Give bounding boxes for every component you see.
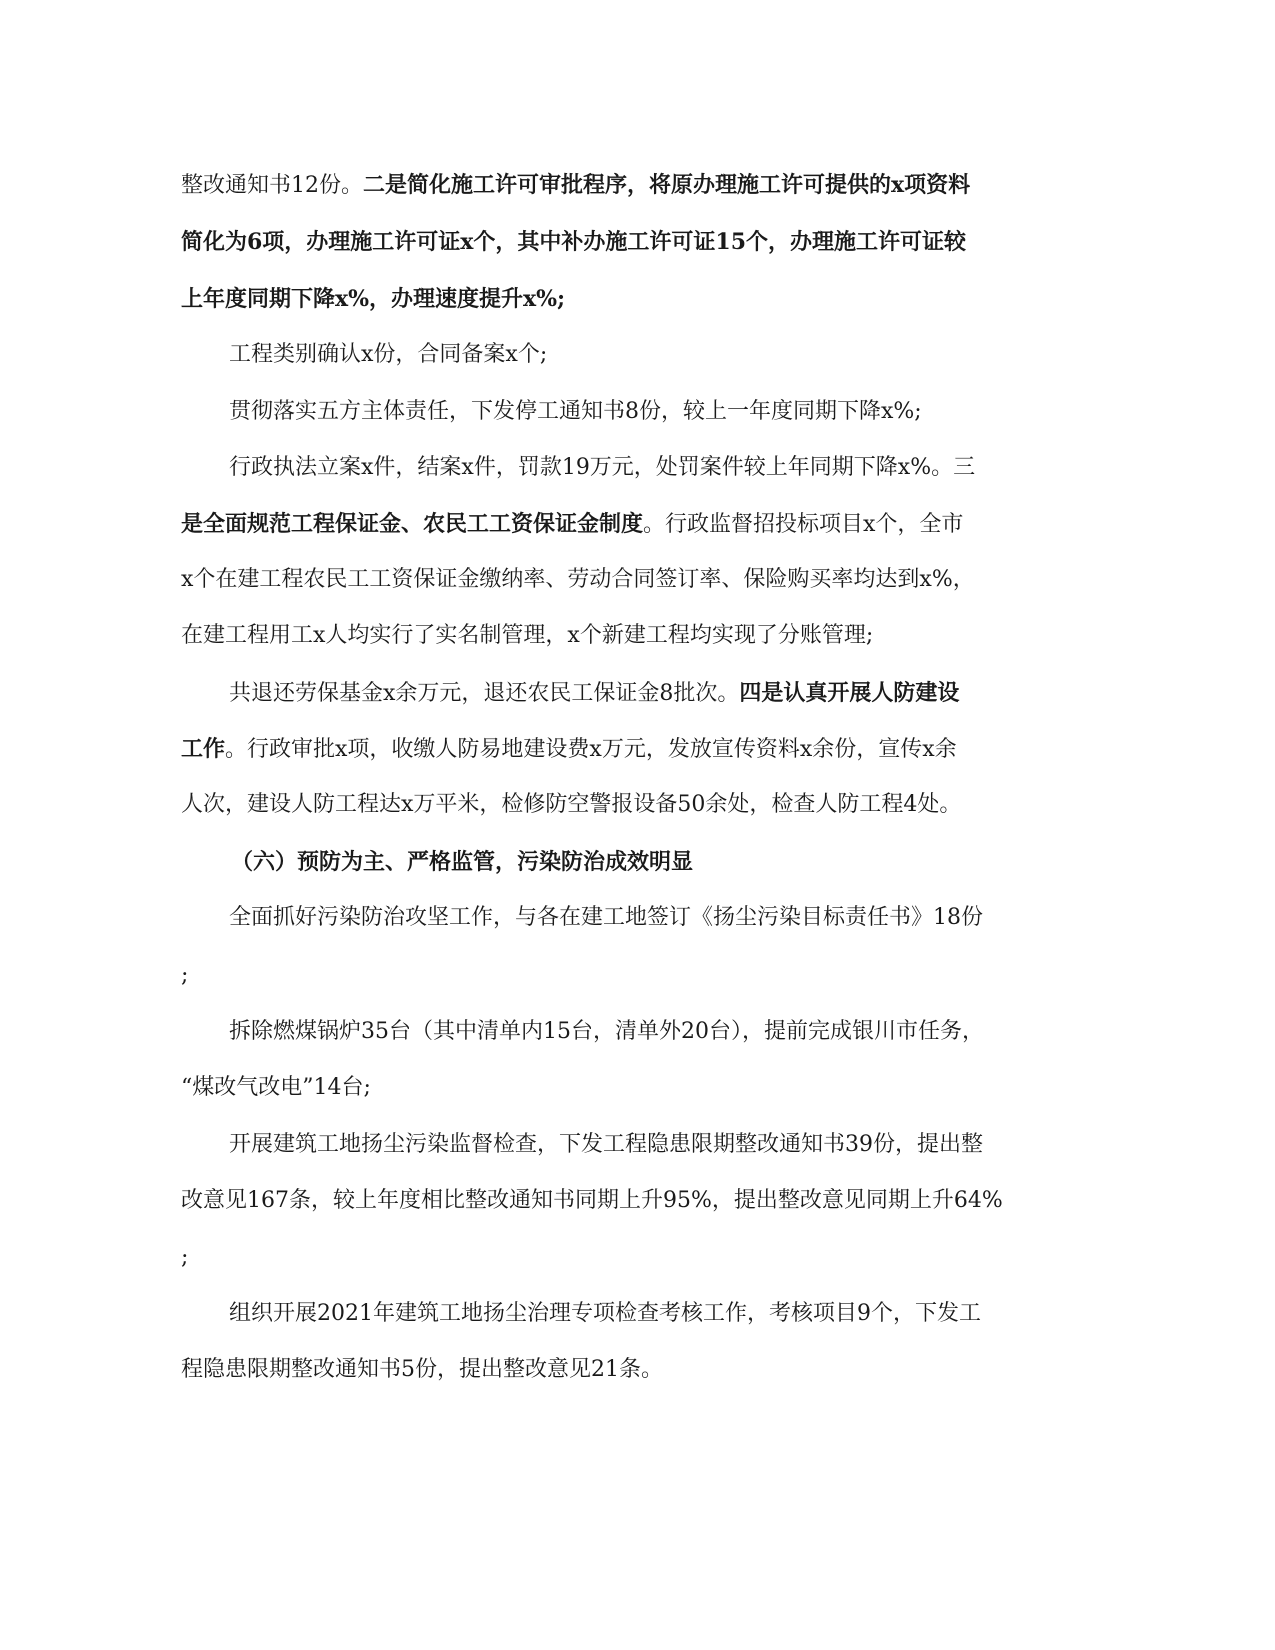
text-run: 开展建筑工地扬尘污染监督检查，下发工程隐患限期整改通知书39份，提出整 [229,1132,983,1157]
paragraph-line [0,509,963,540]
bold-text-run: 工作 [181,736,226,762]
paragraph-line [0,1243,188,1273]
text-run: ; [181,1245,189,1270]
paragraph-line [0,397,922,427]
paragraph-line [0,790,961,820]
bold-text-run: 二是简化施工许可审批程序，将原办理施工许可提供的x项资料 [363,172,971,198]
paragraph-line [0,227,966,258]
text-run: x个在建工程农民工工资保证金缴纳率、劳动合同签订率、保险购买率均达到x%， [181,567,975,592]
paragraph-line [0,621,873,651]
text-run: 。行政审批x项，收缴人防易地建设费x万元，发放宣传资料x余份，宣传x余 [225,737,957,762]
paragraph-line [0,1355,663,1385]
paragraph-line [0,1299,981,1329]
text-run: 行政执法立案x件，结案x件，罚款19万元，处罚案件较上年同期下降x%。三 [229,455,976,480]
text-run: 。行政监督招投标项目x个，全市 [643,512,964,537]
bold-text-run: 上年度同期下降x%，办理速度提升x%; [181,286,566,312]
bold-text-run: 四是认真开展人防建设 [739,680,960,706]
bold-text-run: 是全面规范工程保证金、农民工工资保证金制度 [181,511,644,537]
paragraph-line [0,1073,371,1103]
text-run: 贯彻落实五方主体责任，下发停工通知书8份，较上一年度同期下降x%; [229,399,922,424]
text-run: ; [181,963,189,988]
text-run: 程隐患限期整改通知书5份，提出整改意见21条。 [181,1357,663,1382]
text-run: “煤改气改电”14台; [181,1075,371,1100]
paragraph-line [0,903,983,933]
paragraph-line [0,1186,1003,1216]
paragraph-line [0,565,975,595]
text-run: 组织开展2021年建筑工地扬尘治理专项检查考核工作，考核项目9个，下发工 [229,1301,981,1326]
text-run: 整改通知书12份。 [181,173,363,198]
paragraph-line [0,734,957,765]
paragraph-line [0,1130,983,1160]
paragraph-line [0,1017,984,1047]
section-heading [0,847,693,877]
paragraph-line [0,284,565,315]
paragraph-line [0,340,547,370]
text-run: 人次，建设人防工程达x万平米，检修防空警报设备50余处，检查人防工程4处。 [181,792,962,817]
text-run: 全面抓好污染防治攻坚工作，与各在建工地签订《扬尘污染目标责任书》18份 [229,905,983,930]
paragraph-line [0,961,188,991]
heading-text: （六）预防为主、严格监管，污染防治成效明显 [231,849,694,875]
text-run: 工程类别确认x份，合同备案x个; [229,342,548,367]
bold-text-run: 简化为6项，办理施工许可证x个，其中补办施工许可证15个，办理施工许可证较 [181,229,967,255]
text-run: 改意见167条，较上年度相比整改通知书同期上升95%，提出整改意见同期上升64% [181,1188,1003,1213]
paragraph-line [0,453,975,483]
text-run: 拆除燃煤锅炉35台（其中清单内15台，清单外20台），提前完成银川市任务， [229,1019,984,1044]
paragraph-line [0,678,959,709]
text-run: 共退还劳保基金x余万元，退还农民工保证金8批次。 [229,681,740,706]
text-run: 在建工程用工x人均实行了实名制管理，x个新建工程均实现了分账管理; [181,623,874,648]
paragraph-line [0,170,970,201]
